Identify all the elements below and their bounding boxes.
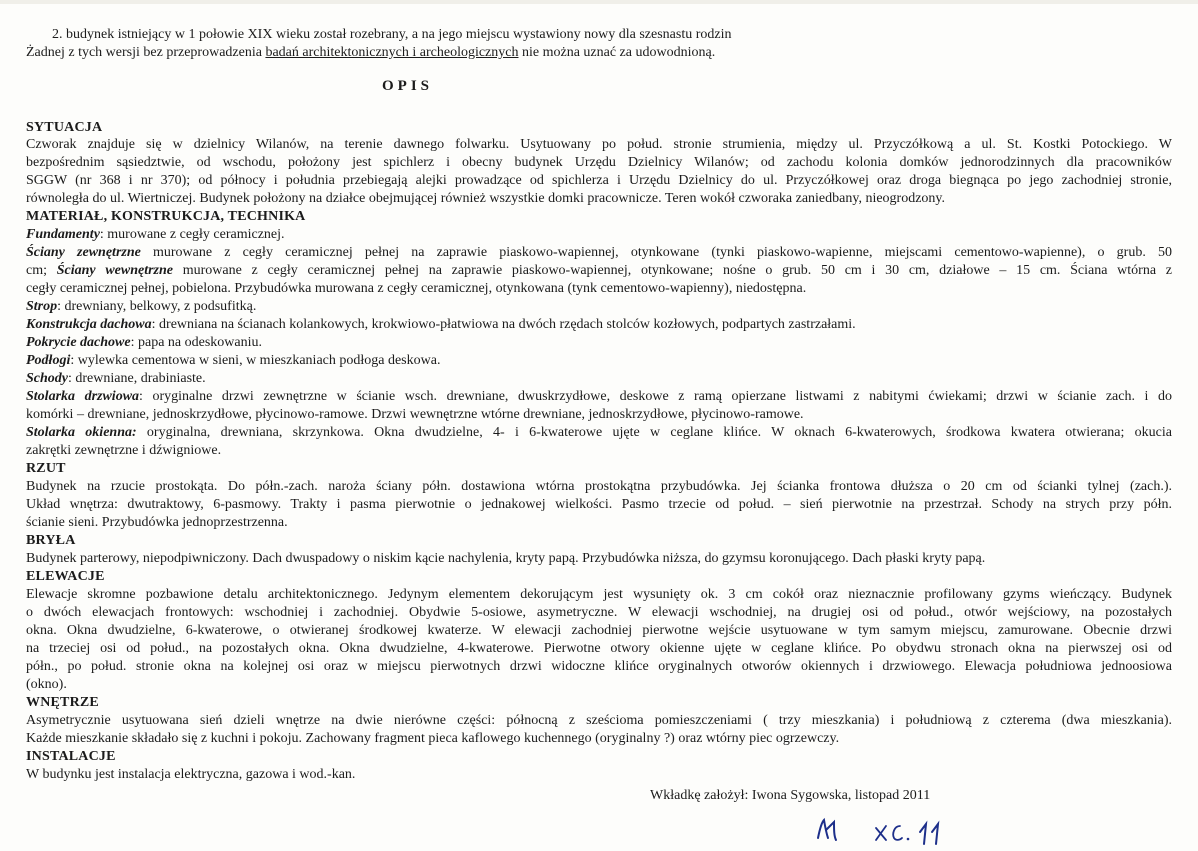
strop-text: : drewniany, belkowy, z podsufitką. bbox=[57, 299, 257, 314]
heading-wnetrze: WNĘTRZE bbox=[26, 695, 99, 710]
stolarka-okienna-text: oryginalna, drewniana, skrzynkowa. Okna dwudzielne, 4- i 6-kwaterowe ujęte w ceglane klińce. W oknach 6-kwaterowych, środkowa kwatera otwierana; okucia bbox=[136, 425, 1172, 440]
strop-line bbox=[26, 298, 256, 316]
stolarka-okienna-line bbox=[26, 424, 1172, 442]
heading-elewacje: ELEWACJE bbox=[26, 569, 105, 584]
sciany-zew-label: Ściany zewnętrzne bbox=[26, 245, 141, 260]
elewacje-line-3: okna. Okna dwudzielne, 6-kwaterowe, o otwieranej środkowej kwaterze. W elewacji zachodniej pierwotne wejście usytuowane w tym samym miejscu, zamurowane. Obecnie drzwi bbox=[26, 623, 1172, 638]
intro-line-1: 2. budynek istniejący w 1 połowie XIX wieku został rozebrany, a na jego miejscu wystawiony nowy dla szesnastu rodzin bbox=[52, 27, 732, 42]
heading-bryla: BRYŁA bbox=[26, 533, 76, 548]
schody-label: Schody bbox=[26, 371, 68, 386]
stolarka-drzwiowa-text: : oryginalne drzwi zewnętrzne w ścianie wsch. drewniane, dwuskrzydłowe, deskowe z ramą opierzane listwami z nabitymi ćwiekami; drzwi w ścianie zach. i do bbox=[139, 389, 1172, 404]
elewacje-line-5: półn., po połud. stronie okna na kolejnej osi oraz w miejscu pierwotnych drzwi widoczne klińce oryginalnych otworów okiennych i drzwiowego. Elewacja południowa jednoosiowa bbox=[26, 659, 1172, 674]
sciany-zew-line bbox=[26, 244, 1172, 262]
sytuacja-line-4: równoległa do ul. Wiertniczej. Budynek położony na działce obejmującej również wszystkie domki pracownicze. Teren wokół czworaka zaniedbany, nieogrodzony. bbox=[26, 191, 946, 206]
stolarka-drzwiowa-line bbox=[26, 388, 1172, 406]
podlogi-text: : wylewka cementowa w sieni, w mieszkaniach podłoga deskowa. bbox=[70, 353, 441, 368]
intro-line-2-pre: Żadnej z tych wersji bez przeprowadzenia bbox=[26, 45, 266, 60]
wnetrze-line-1: Asymetrycznie usytuowana sień dzieli wnętrze na dwie nierówne części: północną z sześcioma pomieszczeniami ( trzy mieszkania) i południową z czterema (dwa mieszkania). bbox=[26, 713, 1172, 728]
sciany-line-3: cegły ceramicznej pełnej, pobielona. Przybudówka murowana z cegły ceramicznej, otynkowana (tynk cementowo-wapienny), niedostępna. bbox=[26, 281, 807, 296]
author-signature-line: Wkładkę założył: Iwona Sygowska, listopad 2011 bbox=[650, 788, 931, 803]
fundamenty-line bbox=[26, 226, 285, 244]
fundamenty-label: Fundamenty bbox=[26, 227, 100, 242]
konstrukcja-line bbox=[26, 316, 856, 334]
elewacje-line-4: na trzeciej osi od połud., na pozostałych okna. Okna dwudzielne, 4-kwaterowe. Pierwotne otwory okienne ujęte w ceglane klińce. Po obydwu stronach okna na pierwszej osi od bbox=[26, 641, 1172, 656]
sciany-wew-line bbox=[26, 262, 1172, 280]
stolarka-drzwiowa-line-2: komórki – drewniane, jednoskrzydłowe, płycinowo-ramowe. Drzwi wewnętrzne wtórne drewniane, jednoskrzydłowe, płycinowo-ramowe. bbox=[26, 407, 804, 422]
rzut-line-2: Układ wnętrza: dwutraktowy, 6-pasmowy. Trakty i pasma pierwotnie o jednakowej wielkości. Pasmo trzecie od połud. – sień pierwotnie na przestrzał. Schody na strych przy półn. bbox=[26, 497, 1172, 512]
rzut-line-1: Budynek na rzucie prostokąta. Do półn.-zach. naroża ściany półn. dostawiona wtórna prostokątna przybudówka. Jej ścianka frontowa dłuższa o 20 cm od ścianki tylnej (zach.). bbox=[26, 479, 1172, 494]
page-title: OPIS bbox=[382, 78, 434, 94]
konstrukcja-text: : drewniana na ścianach kolankowych, krokwiowo-płatwiowa na dwóch rzędach stolców kozłowych, podpartych zastrzałami. bbox=[151, 317, 856, 332]
pokrycie-text: : papa na odeskowaniu. bbox=[130, 335, 263, 350]
handwritten-initials-date bbox=[812, 812, 962, 848]
podlogi-label: Podłogi bbox=[26, 353, 71, 368]
sytuacja-line-2: bezpośrednim sąsiedztwie, od wschodu, położony jest spichlerz i obecny budynek Urzędu Dzielnicy Wilanów; od zachodu kolonia domków jednorodzinnych dla pracowników bbox=[26, 155, 1172, 170]
stolarka-okienna-label: Stolarka okienna: bbox=[26, 425, 137, 440]
intro-line-2-post: nie można uznać za udowodnioną. bbox=[518, 45, 716, 60]
elewacje-line-2: o dwóch elewacjach frontowych: wschodniej i zachodniej. Obydwie 5-osiowe, asymetryczne. W elewacji wschodniej, na drugiej osi od połud., otwór wejściowy, na pozostałych bbox=[26, 605, 1172, 620]
elewacje-line-1: Elewacje skromne pozbawione detalu architektonicznego. Jedynym elementem dekorującym jest wysunięty ok. 3 cm cokół oraz nieznacznie profilowany gzyms wieńczący. Budynek bbox=[26, 587, 1172, 602]
sytuacja-line-3: SGGW (nr 368 i nr 370); od północy i południa przebiegają alejki prowadzące od spichlerza i Urzędu Dzielnicy do ul. Przyczółkowej oraz droga biegnąca po jego zachodniej stronie, bbox=[26, 173, 1172, 188]
sytuacja-line-1: Czworak znajduje się w dzielnicy Wilanów, na terenie dawnego folwarku. Usytuowany po połud. stronie strumienia, między ul. Przyczółkową a ul. St. Kostki Potockiego. W bbox=[26, 137, 1172, 152]
pokrycie-label: Pokrycie dachowe bbox=[26, 335, 131, 350]
konstrukcja-label: Konstrukcja dachowa bbox=[26, 317, 152, 332]
sciany-wew-text: murowane z cegły ceramicznej pełnej na zaprawie piaskowo-wapiennej, otynkowane; nośne o grub. 50 cm i 30 cm, działowe – 15 cm. Ściana wtórna z bbox=[173, 263, 1172, 278]
strop-label: Strop bbox=[26, 299, 58, 314]
fundamenty-text: : murowane z cegły ceramicznej. bbox=[99, 227, 285, 242]
sciany-wew-label: Ściany wewnętrzne bbox=[56, 263, 173, 278]
sciany-zew-text: murowane z cegły ceramicznej pełnej na zaprawie piaskowo-wapiennej, otynkowane (tynki piaskowo-wapienne, miejscami cementowo-wapienne), o grub. 50 bbox=[140, 245, 1172, 260]
stolarka-drzwiowa-label: Stolarka drzwiowa bbox=[26, 389, 140, 404]
rzut-line-3: ścianie sieni. Przybudówka jednoprzestrzenna. bbox=[26, 515, 288, 530]
heading-rzut: RZUT bbox=[26, 461, 66, 476]
intro-line-2 bbox=[26, 44, 715, 62]
schody-text: : drewniane, drabiniaste. bbox=[68, 371, 206, 386]
stolarka-okienna-line-2: zakrętki zewnętrzne i dźwigniowe. bbox=[26, 443, 222, 458]
podlogi-line bbox=[26, 352, 440, 370]
heading-sytuacja: SYTUACJA bbox=[26, 120, 103, 135]
pokrycie-line bbox=[26, 334, 262, 352]
heading-material: MATERIAŁ, KONSTRUKCJA, TECHNIKA bbox=[26, 209, 306, 224]
sciany-wew-pre: cm; bbox=[26, 263, 57, 278]
schody-line bbox=[26, 370, 206, 388]
intro-underlined-phrase: badań architektonicznych i archeologicznych bbox=[265, 45, 519, 60]
bryla-line-1: Budynek parterowy, niepodpiwniczony. Dach dwuspadowy o niskim kącie nachylenia, kryty papą. Przybudówka niższa, do gzymsu koronującego. Dach płaski kryty papą. bbox=[26, 551, 986, 566]
heading-instalacje: INSTALACJE bbox=[26, 749, 116, 764]
wnetrze-line-2: Każde mieszkanie składało się z kuchni i pokoju. Zachowany fragment pieca kaflowego kuchennego (oryginalny ?) oraz wtórny piec ogrzewczy. bbox=[26, 731, 840, 746]
instalacje-line-1: W budynku jest instalacja elektryczna, gazowa i wod.-kan. bbox=[26, 767, 356, 782]
elewacje-line-6: (okno). bbox=[26, 677, 67, 692]
scan-edge bbox=[0, 0, 1198, 4]
